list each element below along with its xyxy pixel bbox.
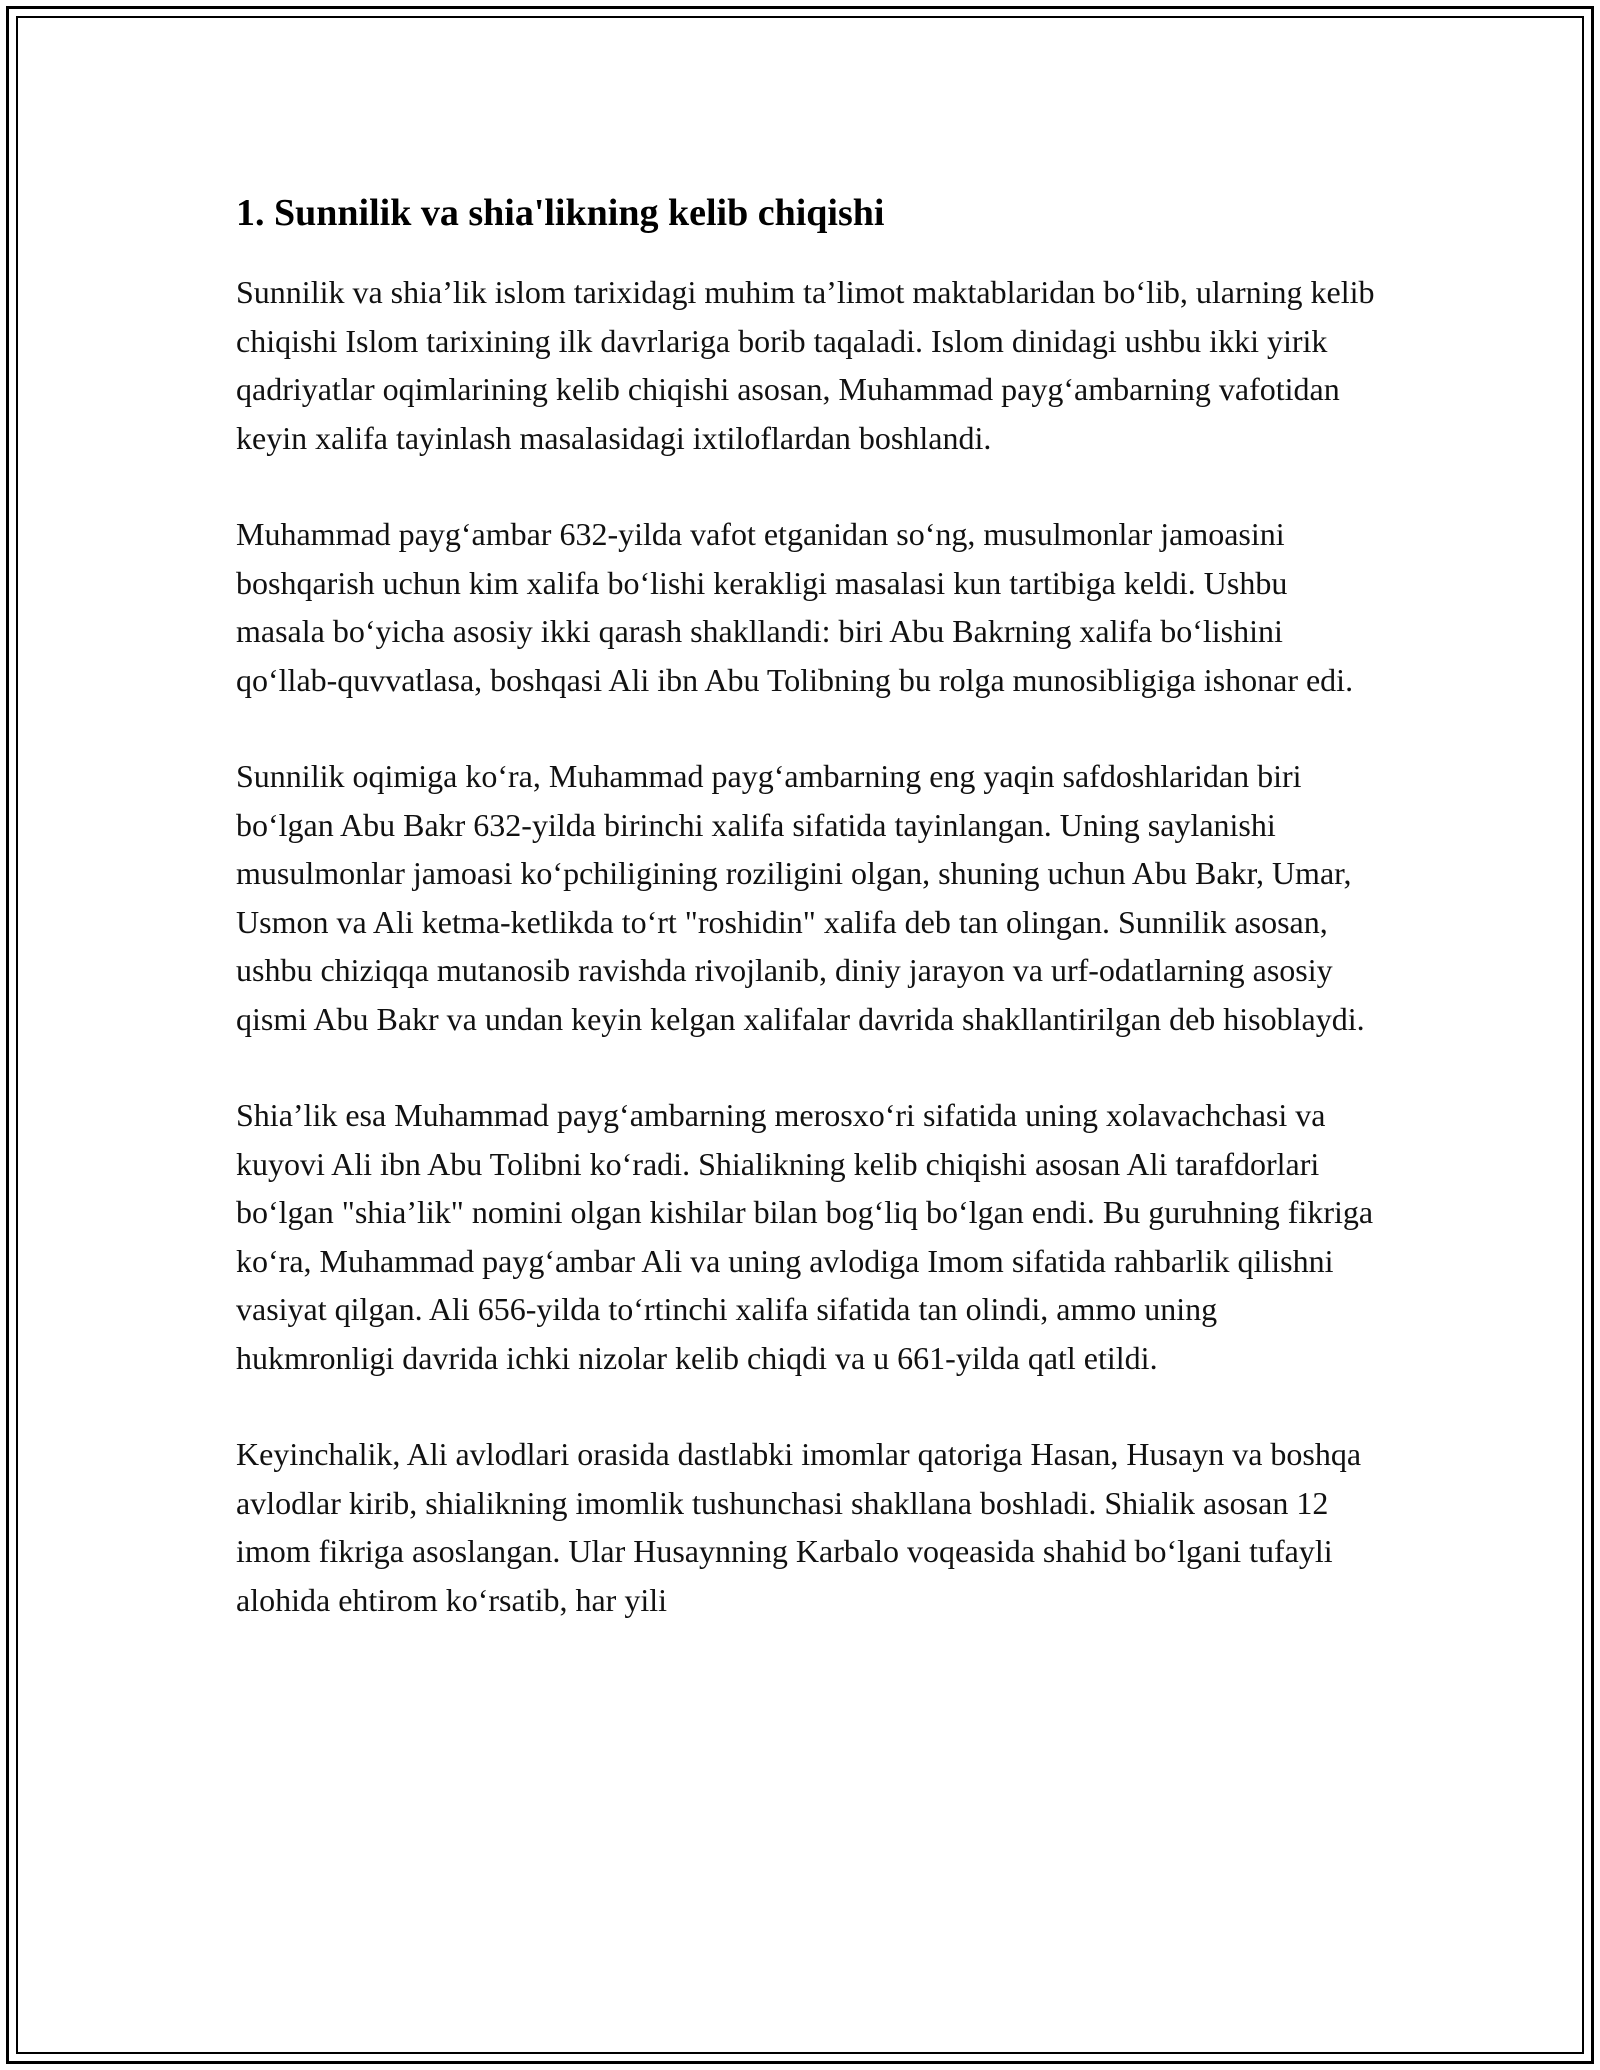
document-body — [236, 186, 1376, 1624]
paragraph-4: Shia’lik esa Muhammad payg‘ambarning merosxo‘ri sifatida uning xolavachchasi va kuyovi Ali ibn Abu Tolibni ko‘radi. Shialikning kelib chiqishi asosan Ali tarafdorlari bo‘lgan "shia’lik" nomini olgan kishilar bilan bog‘liq bo‘lgan endi. Bu guruhning fikriga ko‘ra, Muhammad payg‘ambar Ali va uning avlodiga Imom sifatida rahbarlik qilishni vasiyat qilgan. Ali 656-yilda to‘rtinchi xalifa sifatida tan olindi, ammo uning hukmronligi davrida ichki nizolar kelib chiqdi va u 661-yilda qatl etildi. — [236, 1097, 1374, 1376]
paragraph-3: Sunnilik oqimiga ko‘ra, Muhammad payg‘ambarning eng yaqin safdoshlaridan biri bo‘lgan Abu Bakr 632-yilda birinchi xalifa sifatida tayinlangan. Uning saylanishi musulmonlar jamoasi ko‘pchiligining roziligini olgan, shuning uchun Abu Bakr, Umar, Usmon va Ali ketma-ketlikda to‘rt "roshidin" xalifa deb tan olingan. Sunnilik asosan, ushbu chiziqqa mutanosib ravishda rivojlanib, diniy jarayon va urf-odatlarning asosiy qismi Abu Bakr va undan keyin kelgan xalifalar davrida shakllantirilgan deb hisoblaydi. — [236, 758, 1365, 1037]
paragraph-2: Muhammad payg‘ambar 632-yilda vafot etganidan so‘ng, musulmonlar jamoasini boshqarish uchun kim xalifa bo‘lishi kerakligi masalasi kun tartibiga keldi. Ushbu masala bo‘yicha asosiy ikki qarash shakllandi: biri Abu Bakrning xalifa bo‘lishini qo‘llab-quvvatlasa, boshqasi Ali ibn Abu Tolibning bu rolga munosibligiga ishonar edi. — [236, 516, 1354, 698]
section-heading: 1. Sunnilik va shia'likning kelib chiqishi — [236, 192, 885, 234]
paragraph-1: Sunnilik va shia’lik islom tarixidagi muhim ta’limot maktablaridan bo‘lib, ularning kelib chiqishi Islom tarixining ilk davrlariga borib taqaladi. Islom dinidagi ushbu ikki yirik qadriyatlar oqimlarining kelib chiqishi asosan, Muhammad payg‘ambarning vafotidan keyin xalifa tayinlash masalasidagi ixtiloflardan boshlandi. — [236, 274, 1375, 456]
paragraph-5: Keyinchalik, Ali avlodlari orasida dastlabki imomlar qatoriga Hasan, Husayn va boshqa avlodlar kirib, shialikning imomlik tushunchasi shakllana boshladi. Shialik asosan 12 imom fikriga asoslangan. Ular Husaynning Karbalo voqeasida shahid bo‘lgani tufayli alohida ehtirom ko‘rsatib, har yili — [236, 1436, 1362, 1618]
